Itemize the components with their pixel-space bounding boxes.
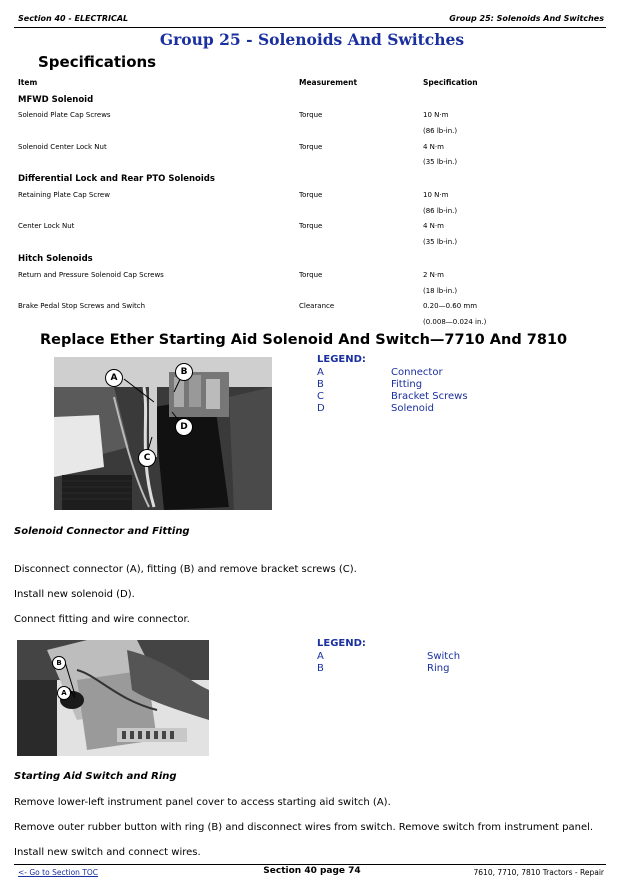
legend-title: LEGEND: (317, 354, 366, 365)
spec-item: Return and Pressure Solenoid Cap Screws (18, 271, 164, 279)
header-rule (14, 27, 606, 28)
page-number: Section 40 page 74 (263, 866, 361, 876)
spec-value-imperial: (35 lb-in.) (423, 158, 458, 166)
legend-label: Fitting (391, 379, 423, 390)
col-header-item: Item (18, 78, 38, 87)
procedure-step: Remove lower-left instrument panel cover to access starting aid switch (A). (14, 797, 391, 808)
spec-measurement: Torque (299, 191, 323, 199)
spec-value-imperial: (18 lb-in.) (423, 287, 458, 295)
switch-photo (17, 640, 209, 756)
spec-value: 2 N·m (423, 271, 444, 279)
col-header-specification: Specification (423, 78, 478, 87)
spec-value-imperial: (0.008—0.024 in.) (423, 318, 487, 326)
footer-rule (14, 864, 606, 865)
callout-b: B (52, 656, 66, 670)
spec-value: 0.20—0.60 mm (423, 302, 478, 310)
go-to-section-toc-link[interactable]: <- Go to Section TOC (18, 868, 99, 877)
procedure-step: Disconnect connector (A), fitting (B) and remove bracket screws (C). (14, 564, 357, 575)
spec-section-title: Hitch Solenoids (18, 254, 93, 264)
spec-value-imperial: (35 lb-in.) (423, 238, 458, 246)
legend-key: B (317, 663, 324, 674)
spec-measurement: Torque (299, 111, 323, 119)
spec-value: 4 N·m (423, 143, 444, 151)
procedure-step: Install new switch and connect wires. (14, 847, 201, 858)
procedure-step: Install new solenoid (D). (14, 589, 135, 600)
spec-section-title: Differential Lock and Rear PTO Solenoids (18, 174, 215, 184)
spec-value: 4 N·m (423, 222, 444, 230)
legend-label: Solenoid (391, 403, 434, 414)
spec-item: Retaining Plate Cap Screw (18, 191, 110, 199)
procedure-title: Replace Ether Starting Aid Solenoid And Switch—7710 And 7810 (40, 332, 568, 348)
spec-section-title: MFWD Solenoid (18, 95, 94, 105)
spec-value-imperial: (86 lb-in.) (423, 127, 458, 135)
callout-c: C (138, 449, 156, 467)
solenoid-photo (54, 357, 272, 510)
spec-item: Center Lock Nut (18, 222, 75, 230)
group-title: Group 25 - Solenoids And Switches (159, 30, 465, 49)
procedure-step: Connect fitting and wire connector. (14, 614, 190, 625)
spec-measurement: Clearance (299, 302, 335, 310)
callout-b: B (175, 363, 193, 381)
legend-key: B (317, 379, 324, 390)
legend-label: Connector (391, 367, 443, 378)
callout-a: A (57, 686, 71, 700)
callout-a: A (105, 369, 123, 387)
spec-measurement: Torque (299, 143, 323, 151)
spec-measurement: Torque (299, 271, 323, 279)
spec-value: 10 N·m (423, 191, 449, 199)
legend-title: LEGEND: (317, 638, 366, 649)
spec-item: Solenoid Center Lock Nut (18, 143, 107, 151)
spec-item: Solenoid Plate Cap Screws (18, 111, 111, 119)
legend-label: Ring (427, 663, 450, 674)
legend-key: D (317, 403, 325, 414)
procedure-step: Remove outer rubber button with ring (B) and disconnect wires from switch. Remove switch from instrument panel. (14, 822, 594, 833)
spec-item: Brake Pedal Stop Screws and Switch (18, 302, 146, 310)
legend-label: Switch (427, 651, 461, 662)
manual-title: 7610, 7710, 7810 Tractors - Repair (473, 868, 604, 877)
subsection-title: Solenoid Connector and Fitting (14, 526, 190, 537)
legend-label: Bracket Screws (391, 391, 468, 402)
legend-key: A (317, 651, 324, 662)
header-group-label: Group 25: Solenoids And Switches (449, 14, 604, 23)
legend-key: A (317, 367, 324, 378)
legend-key: C (317, 391, 324, 402)
spec-value-imperial: (86 lb-in.) (423, 207, 458, 215)
spec-measurement: Torque (299, 222, 323, 230)
subsection-title: Starting Aid Switch and Ring (14, 771, 177, 782)
spec-value: 10 N·m (423, 111, 449, 119)
specifications-title: Specifications (38, 53, 157, 71)
col-header-measurement: Measurement (299, 78, 358, 87)
header-section-label: Section 40 - ELECTRICAL (18, 14, 129, 23)
callout-d: D (175, 418, 193, 436)
